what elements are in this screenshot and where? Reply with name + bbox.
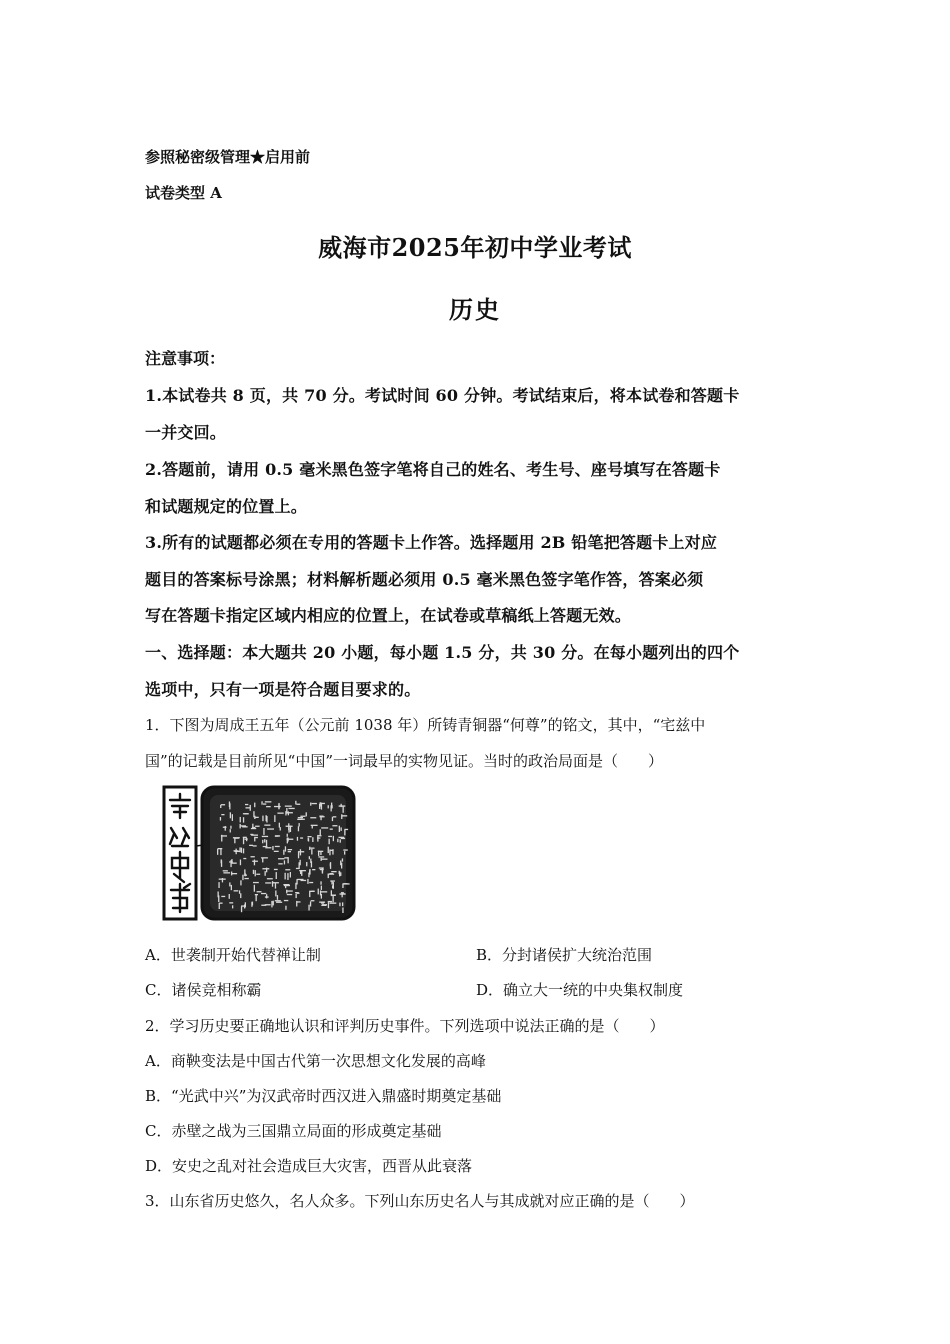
rubbing-texture-mark — [300, 837, 303, 838]
q1-option-a[interactable]: A．世袭制开始代替禅让制 — [145, 946, 321, 964]
question-2-stem: 2．学习历史要正确地认识和评判历史事件。下列选项中说法正确的是（ ） — [145, 1017, 665, 1035]
rubbing-texture-mark — [283, 850, 284, 855]
rubbing-texture-mark — [219, 903, 222, 904]
rubbing-texture-mark — [339, 805, 346, 806]
note-line: 2.答题前，请用 0.5 毫米黑色签字笔将自己的姓名、考生号、座号填写在答题卡 — [145, 460, 721, 479]
rubbing-texture-mark — [328, 901, 332, 902]
rubbing-texture-mark — [242, 826, 247, 827]
rubbing-texture-mark — [343, 849, 348, 850]
rubbing-texture-mark — [320, 852, 321, 855]
rubbing-texture-mark — [252, 861, 258, 862]
rubbing-texture-mark — [312, 837, 313, 842]
rubbing-texture-mark — [266, 806, 271, 807]
rubbing-texture-mark — [297, 837, 298, 841]
rubbing-texture-mark — [329, 849, 330, 855]
rubbing-texture-mark — [307, 879, 308, 884]
rubbing-texture-mark — [275, 846, 280, 847]
rubbing-texture-mark — [308, 905, 309, 911]
question-3-stem: 3．山东省历史悠久，名人众多。下列山东历史名人与其成就对应正确的是（ ） — [145, 1192, 695, 1210]
rubbing-texture-mark — [330, 903, 337, 904]
rubbing-texture-mark — [261, 893, 266, 894]
rubbing-texture-mark — [240, 817, 241, 823]
rubbing-texture-mark — [320, 829, 321, 836]
rubbing-texture-mark — [262, 858, 263, 862]
rubbing-texture-mark — [309, 882, 313, 883]
rubbing-texture-mark — [310, 817, 316, 818]
rubbing-texture-mark — [221, 896, 225, 897]
rubbing-texture-mark — [229, 894, 230, 899]
rubbing-texture-mark — [286, 890, 287, 894]
rubbing-texture-mark — [255, 826, 260, 827]
rubbing-texture-mark — [245, 804, 248, 805]
rubbing-texture-mark — [285, 906, 286, 910]
rubbing-texture-mark — [264, 839, 265, 842]
rubbing-texture-mark — [330, 873, 334, 874]
rubbing-texture-mark — [318, 856, 324, 857]
rubbing-texture-mark — [242, 875, 243, 880]
bronze-inscription-rubbing-icon — [160, 784, 356, 922]
rubbing-texture-mark — [296, 868, 300, 869]
rubbing-texture-mark — [285, 811, 286, 815]
rubbing-texture-mark — [342, 908, 343, 914]
rubbing-texture-mark — [243, 837, 244, 844]
rubbing-texture-mark — [255, 837, 258, 838]
rubbing-texture-mark — [250, 805, 251, 811]
rubbing-texture-mark — [245, 873, 246, 876]
rubbing-texture-mark — [342, 902, 343, 906]
rubbing-texture-mark — [232, 873, 237, 874]
rubbing-texture-mark — [261, 801, 262, 804]
rubbing-texture-mark — [251, 902, 252, 907]
rubbing-texture-mark — [271, 901, 272, 908]
rubbing-texture-mark — [243, 813, 248, 814]
rubbing-texture-mark — [288, 849, 293, 850]
rubbing-texture-mark — [311, 825, 318, 826]
rubbing-texture-mark — [278, 863, 282, 864]
rubbing-texture-mark — [236, 849, 237, 855]
note-line: 一并交回。 — [145, 423, 227, 442]
rubbing-texture-mark — [220, 817, 221, 821]
rubbing-texture-mark — [290, 826, 291, 832]
rubbing-texture-mark — [232, 905, 233, 908]
section-heading: 一、选择题：本大题共 20 小题，每小题 1.5 分，共 30 分。在每小题列出的四个 — [145, 643, 740, 662]
rubbing-texture-mark — [263, 803, 266, 804]
rubbing-texture-mark — [309, 891, 314, 892]
rubbing-texture-mark — [223, 870, 228, 871]
rubbing-texture-mark — [311, 900, 315, 901]
rubbing-texture-mark — [284, 860, 285, 864]
rubbing-texture-mark — [261, 857, 268, 858]
notes-label: 注意事项： — [145, 349, 226, 368]
rubbing-texture-mark — [244, 878, 248, 879]
rubbing-texture-mark — [240, 893, 241, 898]
rubbing-texture-mark — [321, 905, 326, 906]
rubbing-texture-mark — [333, 836, 334, 841]
rubbing-texture-mark — [249, 845, 253, 846]
rubbing-texture-mark — [331, 871, 336, 872]
rubbing-texture-mark — [321, 886, 322, 890]
rubbing-texture-mark — [332, 817, 333, 821]
rubbing-texture-mark — [274, 815, 275, 822]
rubbing-texture-mark — [287, 894, 292, 895]
rubbing-texture-mark — [297, 879, 303, 880]
rubbing-texture-mark — [229, 902, 233, 903]
rubbing-texture-mark — [300, 816, 305, 817]
rubbing-texture-mark — [328, 902, 329, 908]
rubbing-texture-mark — [308, 836, 312, 837]
rubbing-texture-mark — [233, 837, 240, 838]
rubbing-texture-mark — [262, 840, 263, 844]
rubbing-texture-mark — [265, 801, 272, 802]
rubbing-texture-mark — [309, 856, 310, 859]
rubbing-texture-mark — [341, 892, 344, 893]
rubbing-texture-mark — [240, 860, 241, 866]
rubbing-texture-mark — [288, 811, 289, 815]
rubbing-texture-mark — [267, 828, 274, 829]
rubbing-texture-mark — [263, 846, 268, 847]
rubbing-texture-mark — [255, 894, 258, 895]
rubbing-texture-mark — [266, 840, 267, 846]
rubbing-texture-mark — [221, 859, 222, 863]
rubbing-texture-mark — [329, 839, 330, 845]
rubbing-texture-mark — [219, 879, 226, 880]
rubbing-texture-mark — [256, 895, 257, 901]
rubbing-texture-mark — [280, 827, 281, 830]
rubbing-texture-mark — [340, 861, 341, 866]
rubbing-texture-mark — [254, 885, 255, 892]
q2-option-d[interactable]: D．安史之乱对社会造成巨大灾害，西晋从此衰落 — [145, 1157, 473, 1175]
rubbing-texture-mark — [223, 872, 230, 873]
rubbing-texture-mark — [217, 849, 218, 855]
rubbing-texture-mark — [221, 814, 224, 815]
rubbing-texture-mark — [288, 828, 289, 833]
rubbing-texture-mark — [250, 834, 253, 835]
rubbing-texture-mark — [310, 901, 311, 906]
note-line: 写在答题卡指定区域内相应的位置上，在试卷或草稿纸上答题无效。 — [145, 606, 632, 625]
rubbing-texture-mark — [341, 814, 342, 819]
rubbing-texture-mark — [288, 857, 289, 863]
rubbing-texture-mark — [277, 895, 278, 900]
rubbing-texture-mark — [285, 869, 290, 870]
rubbing-texture-mark — [275, 835, 279, 836]
q1-option-d[interactable]: D．确立大一统的中央集权制度 — [476, 981, 684, 999]
rubbing-texture-mark — [308, 873, 309, 878]
q1-option-c[interactable]: C．诸侯竞相称霸 — [145, 981, 262, 999]
rubbing-texture-mark — [264, 825, 270, 826]
rubbing-texture-mark — [276, 902, 282, 903]
rubbing-texture-mark — [340, 839, 341, 842]
rubbing-texture-mark — [241, 906, 242, 912]
rubbing-texture-mark — [245, 839, 248, 840]
rubbing-texture-mark — [337, 839, 338, 843]
rubbing-texture-mark — [287, 834, 288, 837]
rubbing-texture-mark — [321, 858, 322, 861]
rubbing-texture-mark — [332, 825, 337, 826]
rubbing-texture-mark — [277, 813, 283, 814]
rubbing-texture-mark — [297, 804, 301, 805]
rubbing-texture-mark — [310, 803, 311, 806]
rubbing-texture-mark — [297, 893, 300, 894]
rubbing-texture-mark — [328, 805, 329, 808]
rubbing-texture-mark — [300, 860, 301, 866]
rubbing-texture-mark — [263, 828, 264, 835]
q2-option-c[interactable]: C．赤壁之战为三国鼎立局面的形成奠定基础 — [145, 1122, 442, 1140]
rubbing-texture-mark — [272, 881, 273, 887]
rubbing-texture-mark — [231, 885, 232, 890]
rubbing-texture-mark — [342, 858, 343, 861]
note-line: 1.本试卷共 8 页，共 70 分。考试时间 60 分钟。考试结束后，将本试卷和答题卡 — [145, 386, 740, 405]
rubbing-texture-mark — [265, 882, 271, 883]
rubbing-texture-mark — [300, 849, 301, 855]
question-1-stem: 1．下图为周成王五年（公元前 1038 年）所铸青铜器“何尊”的铭文，其中，“宅兹中 — [145, 716, 706, 734]
note-line: 题目的答案标号涂黑；材料解析题必须用 0.5 毫米黑色签字笔作答，答案必须 — [145, 570, 704, 589]
rubbing-texture-mark — [286, 826, 293, 827]
rubbing-texture-mark — [254, 860, 255, 866]
rubbing-texture-mark — [328, 836, 332, 837]
rubbing-texture-mark — [344, 830, 345, 835]
rubbing-texture-mark — [288, 851, 291, 852]
rubbing-texture-mark — [285, 806, 292, 807]
rubbing-texture-mark — [278, 804, 279, 810]
rubbing-texture-mark — [234, 890, 239, 891]
rubbing-texture-mark — [229, 882, 230, 886]
rubbing-texture-mark — [332, 885, 333, 888]
rubbing-texture-mark — [344, 851, 345, 854]
rubbing-texture-mark — [318, 851, 323, 852]
rubbing-texture-mark — [331, 890, 332, 896]
rubbing-texture-mark — [298, 826, 299, 831]
rubbing-texture-mark — [243, 848, 244, 853]
rubbing-texture-mark — [262, 868, 269, 869]
rubbing-texture-mark — [308, 839, 309, 842]
rubbing-texture-mark — [279, 823, 280, 828]
rubbing-texture-mark — [331, 850, 334, 851]
rubbing-texture-mark — [230, 829, 231, 832]
rubbing-texture-mark — [253, 870, 254, 874]
rubbing-texture-mark — [257, 891, 262, 892]
rubbing-texture-mark — [306, 862, 307, 866]
rubbing-texture-mark — [218, 882, 219, 888]
rubbing-texture-mark — [328, 874, 329, 879]
secrecy-label: 参照秘密级管理★启用前 — [145, 148, 311, 166]
section-heading: 选项中，只有一项是符合题目要求的。 — [145, 680, 421, 699]
rubbing-texture-mark — [319, 816, 323, 817]
rubbing-texture-mark — [221, 804, 225, 805]
rubbing-texture-mark — [330, 829, 333, 830]
rubbing-texture-mark — [240, 880, 241, 885]
rubbing-texture-mark — [285, 846, 286, 851]
rubbing-texture-mark — [255, 817, 259, 818]
rubbing-texture-mark — [246, 807, 251, 808]
subject-title: 历史 — [449, 295, 501, 324]
rubbing-texture-mark — [298, 851, 299, 858]
rubbing-texture-mark — [229, 802, 230, 808]
rubbing-texture-mark — [218, 892, 219, 898]
rubbing-texture-mark — [287, 873, 288, 880]
rubbing-texture-mark — [311, 861, 312, 867]
rubbing-texture-mark — [311, 849, 312, 855]
rubbing-texture-mark — [285, 873, 286, 880]
rubbing-texture-mark — [221, 835, 222, 842]
rubbing-texture-mark — [321, 891, 327, 892]
rubbing-texture-mark — [266, 894, 267, 898]
rubbing-texture-mark — [321, 894, 322, 899]
rubbing-texture-mark — [290, 872, 291, 878]
rubbing-texture-mark — [262, 816, 263, 822]
rubbing-texture-mark — [239, 890, 240, 893]
rubbing-texture-mark — [339, 826, 340, 832]
rubbing-texture-mark — [255, 870, 256, 876]
rubbing-texture-mark — [311, 848, 315, 849]
rubbing-texture-mark — [274, 869, 278, 870]
question-1-stem: 国”的记载是目前所见“中国”一词最早的实物见证。当时的政治局面是（ ） — [145, 752, 664, 770]
rubbing-texture-mark — [275, 883, 276, 888]
rubbing-texture-mark — [266, 815, 267, 821]
rubbing-texture-mark — [339, 903, 340, 907]
note-line: 和试题规定的位置上。 — [145, 497, 308, 516]
exam-title: 威海市2025年初中学业考试 — [318, 233, 632, 262]
rubbing-texture-mark — [317, 835, 318, 842]
rubbing-texture-mark — [333, 816, 336, 817]
rubbing-texture-mark — [343, 883, 347, 884]
rubbing-texture-mark — [296, 901, 297, 907]
rubbing-texture-mark — [296, 894, 297, 898]
rubbing-texture-mark — [344, 829, 348, 830]
q1-option-b[interactable]: B．分封诸侯扩大统治范围 — [476, 946, 653, 964]
rubbing-texture-mark — [256, 874, 260, 875]
rubbing-texture-mark — [267, 878, 273, 879]
rubbing-texture-mark — [306, 812, 307, 816]
rubbing-texture-mark — [330, 862, 331, 869]
rubbing-texture-mark — [240, 824, 241, 829]
paper-type-label: 试卷类型 A — [145, 184, 222, 202]
rubbing-texture-mark — [289, 808, 295, 809]
rubbing-texture-mark — [321, 902, 324, 903]
rubbing-texture-mark — [232, 814, 233, 821]
rubbing-texture-mark — [286, 812, 293, 813]
rubbing-texture-mark — [321, 859, 327, 860]
rubbing-texture-mark — [253, 845, 257, 846]
rubbing-texture-mark — [339, 871, 340, 876]
rubbing-texture-mark — [332, 895, 336, 896]
rubbing-texture-mark — [309, 847, 310, 850]
rubbing-texture-mark — [320, 802, 321, 806]
rubbing-texture-mark — [331, 881, 332, 884]
rubbing-texture-mark — [261, 905, 266, 906]
rubbing-texture-mark — [223, 827, 227, 828]
rubbing-texture-mark — [220, 849, 221, 855]
rubbing-texture-mark — [320, 881, 321, 884]
rubbing-texture-mark — [275, 891, 276, 897]
rubbing-texture-mark — [265, 871, 266, 876]
rubbing-texture-mark — [274, 851, 279, 852]
rubbing-texture-mark — [322, 868, 323, 874]
q2-option-a[interactable]: A．商鞅变法是中国古代第一次思想文化发展的高峰 — [145, 1052, 486, 1070]
rubbing-texture-mark — [272, 846, 273, 850]
rubbing-texture-mark — [273, 901, 274, 906]
rubbing-texture-mark — [295, 801, 296, 805]
rubbing-texture-mark — [312, 869, 315, 870]
note-line: 3.所有的试题都必须在专用的答题卡上作答。选择题用 2B 铅笔把答题卡上对应 — [145, 533, 718, 552]
rubbing-texture-mark — [251, 856, 255, 857]
rubbing-texture-mark — [298, 817, 303, 818]
rubbing-texture-mark — [284, 885, 290, 886]
rubbing-texture-mark — [239, 847, 240, 852]
rubbing-texture-mark — [245, 902, 246, 907]
rubbing-texture-mark — [333, 896, 334, 902]
rubbing-texture-mark — [266, 868, 267, 873]
rubbing-texture-mark — [341, 838, 345, 839]
rubbing-texture-mark — [253, 882, 259, 883]
rubbing-texture-mark — [276, 872, 277, 879]
rubbing-texture-mark — [328, 847, 329, 853]
rubbing-texture-mark — [274, 806, 281, 807]
rubbing-texture-mark — [278, 858, 285, 859]
rubbing-texture-mark — [284, 900, 288, 901]
rubbing-texture-mark — [243, 858, 246, 859]
rubbing-texture-mark — [343, 807, 344, 813]
rubbing-texture-mark — [299, 870, 306, 871]
rubbing-texture-mark — [254, 803, 255, 808]
rubbing-texture-mark — [243, 817, 244, 822]
rubbing-texture-mark — [230, 826, 231, 829]
rubbing-texture-mark — [341, 827, 342, 831]
rubbing-texture-mark — [230, 812, 231, 818]
rubbing-texture-mark — [321, 827, 328, 828]
rubbing-texture-mark — [252, 824, 253, 829]
rubbing-texture-mark — [312, 803, 317, 804]
q2-option-b[interactable]: B．“光武中兴”为汉武帝时西汉进入鼎盛时期奠定基础 — [145, 1087, 502, 1105]
rubbing-texture-mark — [320, 869, 324, 870]
rubbing-texture-mark — [299, 823, 300, 826]
rubbing-texture-mark — [297, 819, 302, 820]
rubbing-texture-mark — [262, 836, 268, 837]
rubbing-texture-mark — [241, 848, 242, 853]
rubbing-texture-mark — [321, 803, 322, 810]
rubbing-texture-mark — [275, 900, 281, 901]
rubbing-texture-mark — [265, 847, 271, 848]
rubbing-texture-mark — [231, 859, 232, 862]
rubbing-texture-mark — [331, 803, 332, 809]
rubbing-texture-mark — [287, 839, 294, 840]
rubbing-texture-mark — [318, 889, 319, 895]
rubbing-texture-mark — [234, 838, 235, 843]
